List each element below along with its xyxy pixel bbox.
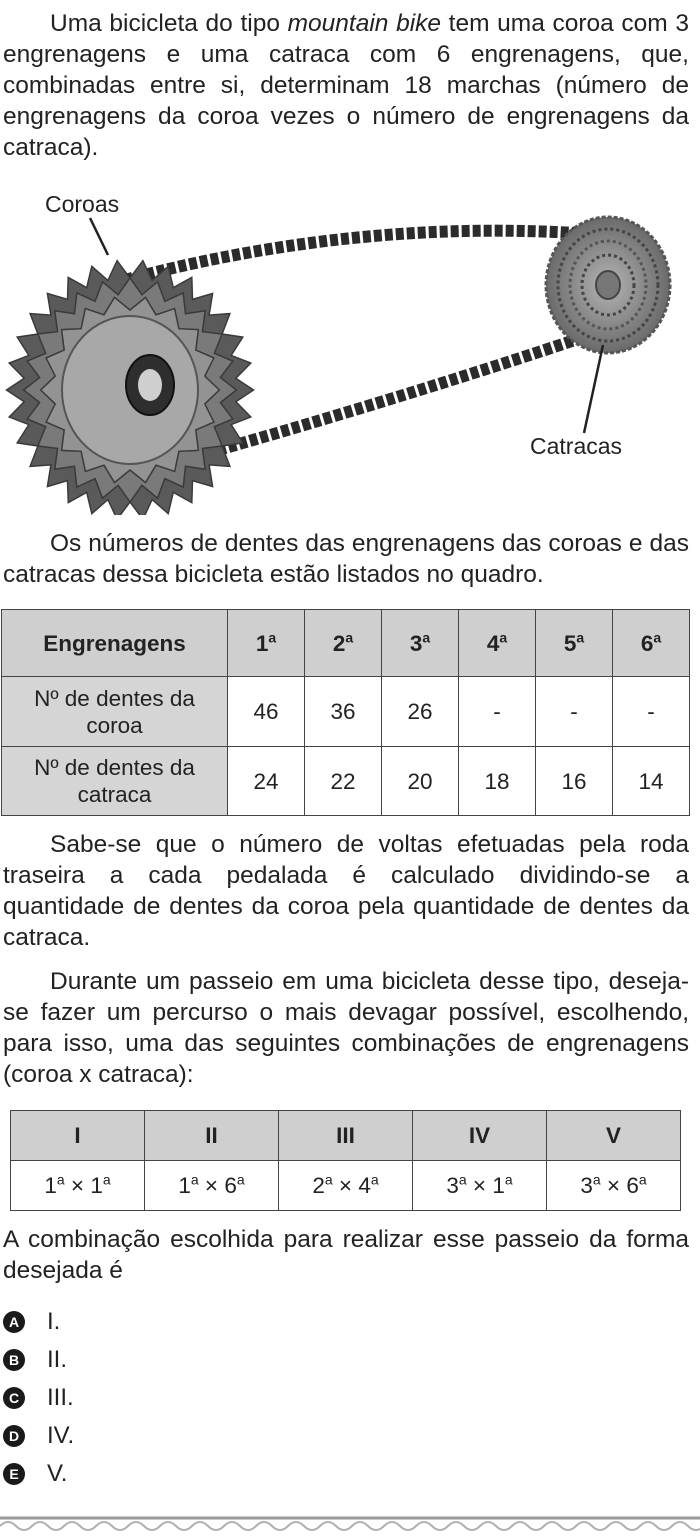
- option-d[interactable]: [3, 1421, 74, 1451]
- combination-cell: $3^a \times 6^a$: [547, 1161, 681, 1211]
- coroa-teeth-row: [2, 677, 690, 747]
- table-cell: 16: [536, 747, 613, 816]
- table-cell: 26: [382, 677, 459, 747]
- table-cell: -: [613, 677, 690, 747]
- combination-header: I: [11, 1111, 145, 1161]
- intro-italic-term: mountain bike: [287, 10, 442, 37]
- gear-table-header-row: [2, 610, 690, 677]
- option-text: II.: [47, 1346, 68, 1373]
- coroas-pointer: [90, 218, 108, 255]
- option-letter-badge: E: [3, 1463, 25, 1485]
- table-cell: 14: [613, 747, 690, 816]
- chainring-gear: [7, 261, 254, 515]
- table-cell: 20: [382, 747, 459, 816]
- table-cell: -: [536, 677, 613, 747]
- option-letter-badge: A: [3, 1311, 25, 1333]
- combination-header: IV: [413, 1111, 547, 1161]
- bicycle-gears-figure: [0, 185, 700, 515]
- intro-text-end: tem uma coroa com 3 engrenagens e uma catraca com 6 engrenagens, que, combinadas entre si, determinam 18 marchas (número de engrenagens da coroa vezes o número de engrenagens da catraca).: [3, 10, 689, 161]
- cassette-gear: [546, 217, 670, 353]
- catraca-teeth-row: [2, 747, 690, 816]
- table-intro-paragraph: Os números de dentes das engrenagens das coroas e das catracas dessa bicicleta estão listados no quadro.: [3, 530, 689, 588]
- option-c[interactable]: [3, 1383, 74, 1413]
- catraca-row-label: Nº de dentes da catraca: [2, 747, 228, 816]
- option-b[interactable]: [3, 1345, 67, 1375]
- intro-paragraph: [3, 8, 689, 163]
- table-cell: 22: [305, 747, 382, 816]
- option-text: V.: [47, 1460, 68, 1487]
- catracas-label: Catracas: [530, 433, 623, 459]
- combination-cell: $3^a \times 1^a$: [413, 1161, 547, 1211]
- combination-header: III: [279, 1111, 413, 1161]
- gear-col-header: 3$^a$: [382, 610, 459, 677]
- gear-teeth-table: [1, 609, 690, 816]
- option-letter-badge: B: [3, 1349, 25, 1371]
- gear-col-header: 6$^a$: [613, 610, 690, 677]
- option-letter-badge: C: [3, 1387, 25, 1409]
- option-text: IV.: [47, 1422, 75, 1449]
- intro-text-start: Uma bicicleta do tipo: [50, 10, 288, 37]
- gear-col-header: 4$^a$: [459, 610, 536, 677]
- coroas-label: Coroas: [45, 191, 120, 217]
- rule-paragraph: Sabe-se que o número de voltas efetuadas pela roda traseira a cada pedalada é calculado dividindo-se a quantidade de dentes da coroa pela quantidade de dentes da catraca.: [3, 831, 689, 951]
- option-e[interactable]: [3, 1459, 67, 1489]
- table-cell: 18: [459, 747, 536, 816]
- option-letter-badge: D: [3, 1425, 25, 1447]
- gears-illustration: [0, 185, 700, 515]
- combination-cell: $2^a \times 4^a$: [279, 1161, 413, 1211]
- question-stem: A combinação escolhida para realizar esse passeio da forma desejada é: [3, 1226, 689, 1284]
- option-a[interactable]: [3, 1307, 60, 1337]
- combination-table: [10, 1110, 681, 1211]
- combination-values-row: [11, 1161, 681, 1211]
- table-cell: -: [459, 677, 536, 747]
- option-text: I.: [47, 1308, 61, 1335]
- combination-cell: $1^a \times 1^a$: [11, 1161, 145, 1211]
- option-text: III.: [47, 1384, 74, 1411]
- question-paragraph: Durante um passeio em uma bicicleta desse tipo, deseja-se fazer um percurso o mais devagar possível, escolhendo, para isso, uma das seguintes combinações de engrenagens (coroa x catraca):: [3, 968, 689, 1088]
- table-cell: 36: [305, 677, 382, 747]
- combination-cell: $1^a \times 6^a$: [145, 1161, 279, 1211]
- coroa-row-label: Nº de dentes da coroa: [2, 677, 228, 747]
- combination-header: II: [145, 1111, 279, 1161]
- gear-col-header: 1$^a$: [228, 610, 305, 677]
- table-cell: 24: [228, 747, 305, 816]
- gear-table-header-label: Engrenagens: [2, 610, 228, 677]
- gear-col-header: 2$^a$: [305, 610, 382, 677]
- combination-header: V: [547, 1111, 681, 1161]
- table-cell: 46: [228, 677, 305, 747]
- combination-header-row: [11, 1111, 681, 1161]
- chain-upper: [125, 231, 575, 280]
- catracas-pointer: [584, 345, 603, 433]
- gear-col-header: 5$^a$: [536, 610, 613, 677]
- footer-divider: [0, 1512, 700, 1537]
